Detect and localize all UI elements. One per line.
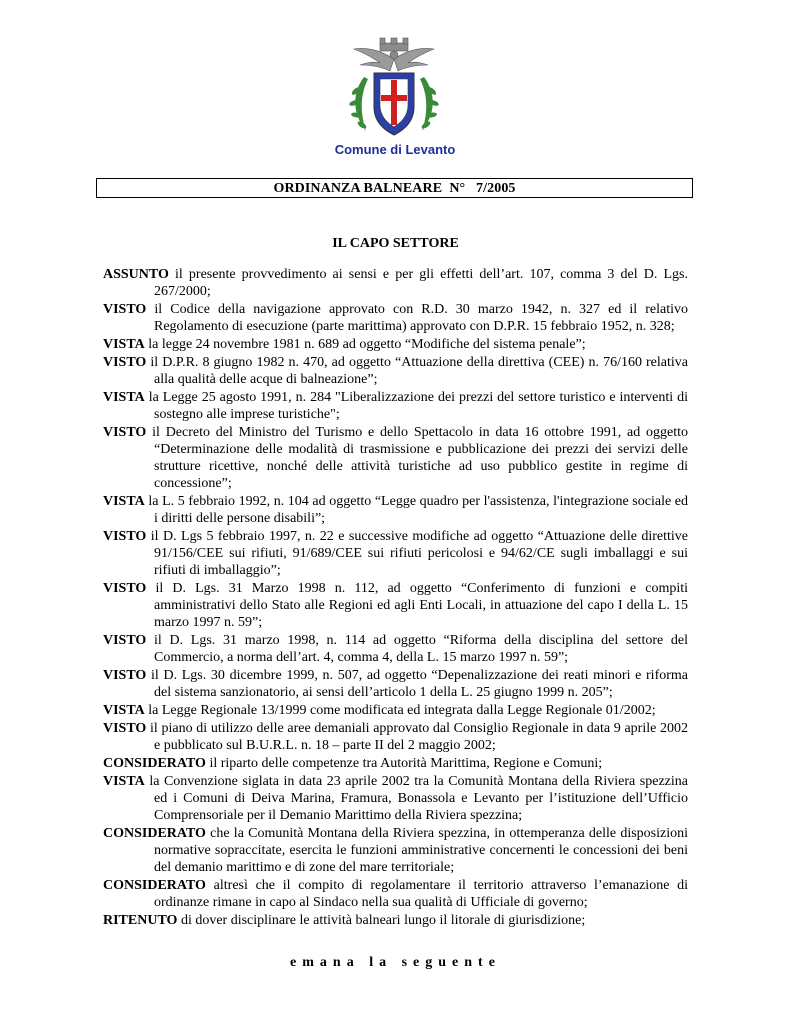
clause: [103, 389, 688, 423]
clause-text: il Decreto del Ministro del Turismo e dello Spettacolo in data 16 ottobre 1991, ad oggetto “Determinazione delle modalità di trasmissione e pubblicazione dei prezzi dei servizi delle strutture ricettive, nonché delle attività turistiche ad uso pubblico gestite in regime di concessione”;: [152, 425, 689, 491]
clause-text: il riparto delle competenze tra Autorità Marittima, Regione e Comuni;: [209, 756, 603, 771]
clause: [103, 877, 688, 911]
clause-text: il D. Lgs 5 febbraio 1997, n. 22 e successive modifiche ad oggetto “Attuazione delle direttive 91/156/CEE sui rifiuti, 91/689/CEE sui rifiuti pericolosi e 94/62/CE sugli imballaggi e sui rifiuti di imballaggio”;: [150, 529, 689, 578]
clause: [103, 528, 688, 579]
clause-keyword: VISTO: [103, 425, 147, 440]
municipality-name: Comune di Levanto: [334, 142, 456, 157]
clause: [103, 720, 688, 754]
clause-text: la Legge 25 agosto 1991, n. 284 "Liberalizzazione dei prezzi del settore turistico e interventi di sostegno alle imprese turistiche";: [148, 390, 688, 422]
clause: [103, 702, 688, 719]
clause: [103, 354, 688, 388]
clause-text: di dover disciplinare le attività balneari lungo il litorale di giurisdizione;: [180, 913, 586, 928]
clause-text: la legge 24 novembre 1981 n. 689 ad oggetto “Modifiche del sistema penale”;: [148, 337, 586, 352]
clause-keyword: VISTO: [103, 633, 147, 648]
clause-keyword: VISTA: [103, 774, 145, 789]
clause-text: il presente provvedimento ai sensi e per gli effetti dell’art. 107, comma 3 del D. Lgs. 267/2000;: [154, 267, 688, 299]
clause-keyword: CONSIDERATO: [103, 878, 206, 893]
clause-text: che la Comunità Montana della Riviera spezzina, in ottemperanza delle disposizioni normative sopraccitate, esercita le funzioni amministrative concernenti le concessioni dei beni del demanio marittimo e di zone del mare territoriale;: [154, 826, 689, 875]
clause-keyword: VISTA: [103, 390, 145, 405]
clause-keyword: VISTO: [103, 529, 147, 544]
clause-keyword: VISTO: [103, 581, 147, 596]
clause-text: la Convenzione siglata in data 23 aprile 2002 tra la Comunità Montana della Riviera spezzina ed i Comuni di Deiva Marina, Framura, Bonassola e Levanto per l’istituzione dell’Ufficio Comprensoriale per il Demanio Marittimo della Riviera spezzina;: [149, 774, 688, 823]
clause-keyword: CONSIDERATO: [103, 826, 206, 841]
clause-keyword: VISTA: [103, 703, 145, 718]
preamble-clauses: [103, 266, 688, 930]
title-box: [96, 178, 693, 198]
clause-keyword: VISTA: [103, 494, 145, 509]
clause: [103, 667, 688, 701]
clause: [103, 773, 688, 824]
clause: [103, 424, 688, 492]
clause-text: la L. 5 febbraio 1992, n. 104 ad oggetto “Legge quadro per l'assistenza, l'integrazione sociale ed i diritti delle persone disabili”;: [148, 494, 688, 526]
clause: [103, 755, 688, 772]
clause: [103, 301, 688, 335]
levanto-coat-of-arms-icon: [346, 37, 442, 143]
closing-line: emana la seguente: [290, 955, 501, 970]
clause-text: altresì che il compito di regolamentare il territorio attraverso l’emanazione di ordinanze rimane in capo al Sindaco nella sua qualità di Ufficiale di governo;: [154, 878, 689, 910]
clause-text: il D. Lgs. 30 dicembre 1999, n. 507, ad oggetto “Depenalizzazione dei reati minori e riforma del sistema sanzionatorio, ai sensi dell’articolo 1 della L. 25 giugno 1999 n. 205”;: [151, 668, 689, 700]
clause: [103, 266, 688, 300]
clause-keyword: CONSIDERATO: [103, 756, 206, 771]
clause: [103, 825, 688, 876]
clause: [103, 580, 688, 631]
clause-keyword: RITENUTO: [103, 913, 178, 928]
clause-text: il D.P.R. 8 giugno 1982 n. 470, ad oggetto “Attuazione della direttiva (CEE) n. 76/160 relativa alla qualità delle acque di balneazione”;: [150, 355, 688, 387]
clause-text: il D. Lgs. 31 Marzo 1998 n. 112, ad oggetto “Conferimento di funzioni e compiti amministrativi dello Stato alle Regioni ed agli Enti Locali, in attuazione del capo I della L. 15 marzo 1997 n. 59”;: [154, 581, 688, 630]
clause-keyword: VISTO: [103, 721, 147, 736]
clause-keyword: VISTO: [103, 355, 147, 370]
clause: [103, 336, 688, 353]
clause: [103, 493, 688, 527]
clause-keyword: VISTO: [103, 668, 147, 683]
clause: [103, 912, 688, 929]
clause-text: il Codice della navigazione approvato con R.D. 30 marzo 1942, n. 327 ed il relativo Regolamento di esecuzione (parte marittima) approvato con D.P.R. 15 febbraio 1952, n. 328;: [154, 302, 689, 334]
ordinance-title: ORDINANZA BALNEARE N° 7/2005: [273, 181, 516, 196]
clause-text: il D. Lgs. 31 marzo 1998, n. 114 ad oggetto “Riforma della disciplina del settore del Commercio, a norma dell’art. 4, comma 4, della L. 15 marzo 1997 n. 59”;: [154, 633, 689, 665]
clause-text: la Legge Regionale 13/1999 come modificata ed integrata dalla Legge Regionale 01/2002;: [148, 703, 656, 718]
clause: [103, 632, 688, 666]
clause-text: il piano di utilizzo delle aree demaniali approvato dal Consiglio Regionale in data 9 aprile 2002 e pubblicato sul B.U.R.L. n. 18 – parte II del 2 maggio 2002;: [150, 721, 689, 753]
clause-keyword: ASSUNTO: [103, 267, 169, 282]
clause-keyword: VISTA: [103, 337, 145, 352]
clause-keyword: VISTO: [103, 302, 147, 317]
section-heading: IL CAPO SETTORE: [332, 236, 459, 251]
